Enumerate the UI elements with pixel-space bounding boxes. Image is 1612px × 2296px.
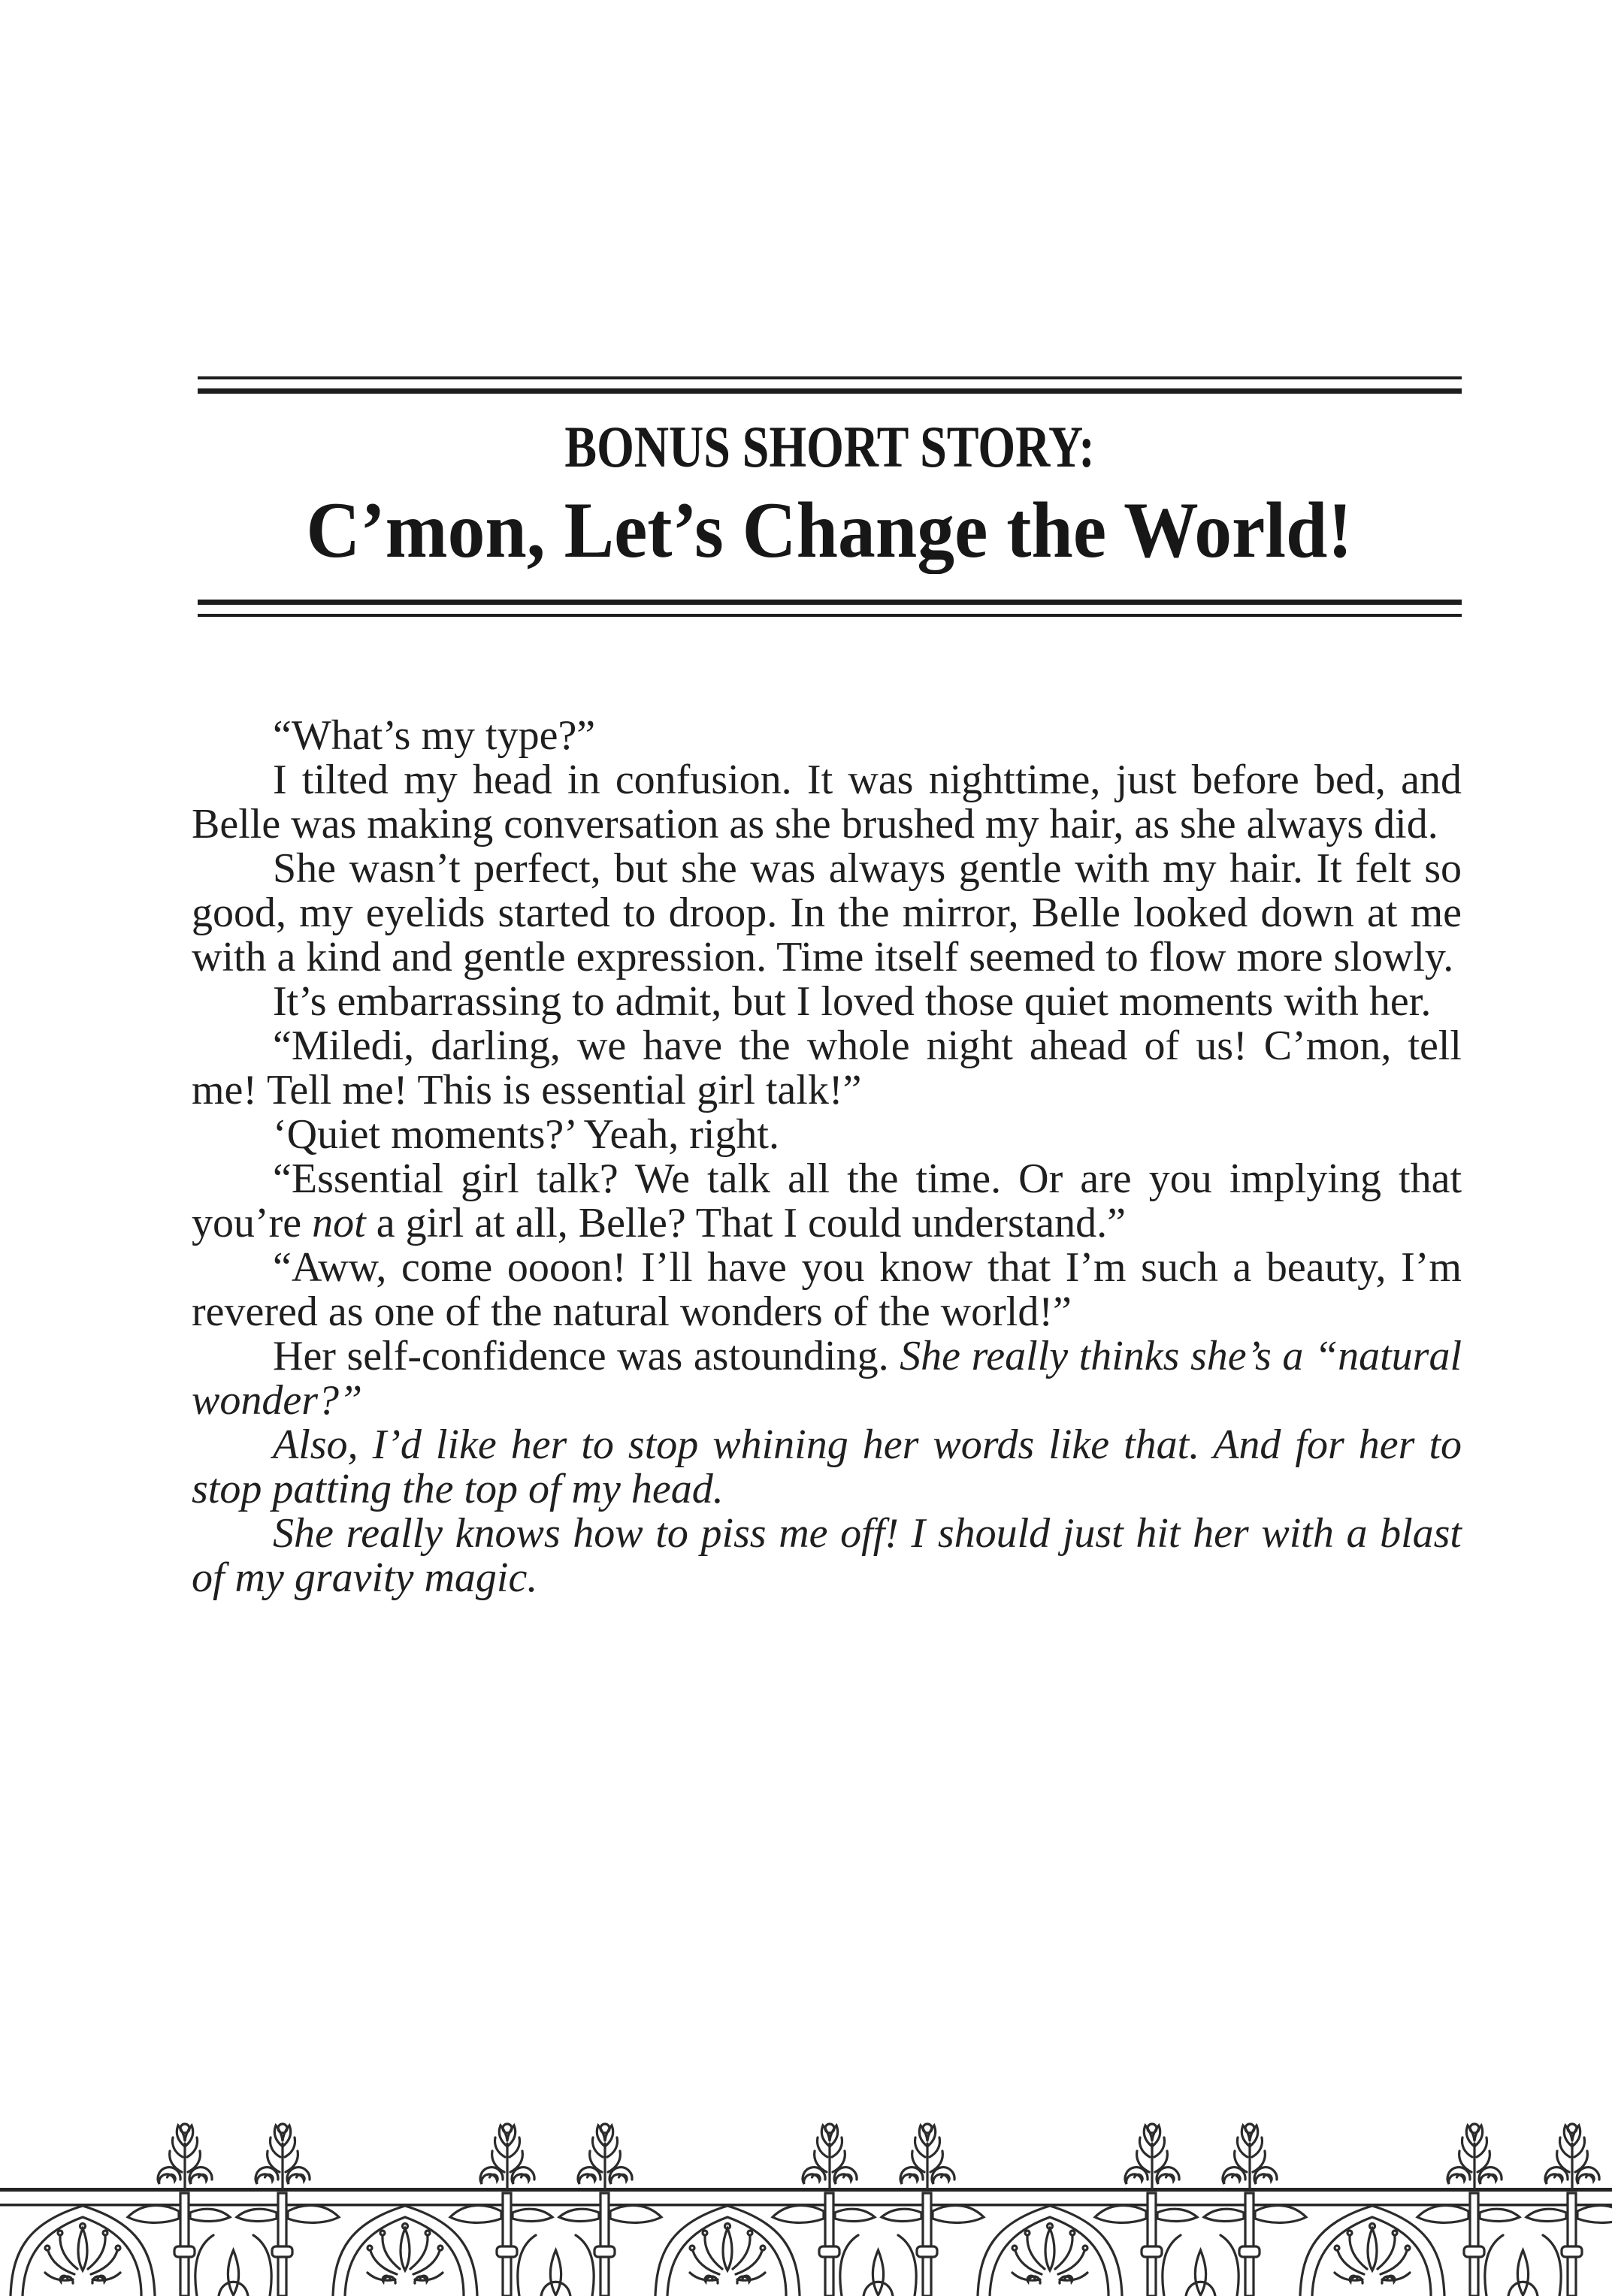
story-paragraph (192, 980, 1462, 1024)
story-paragraph (192, 1157, 1462, 1246)
text-segment: Her self-confidence was astounding. (273, 1333, 900, 1379)
italic-text-segment: not (312, 1200, 366, 1246)
italic-text-segment: She really knows how to piss me off! I should just hit her with a blast of my gravity magic. (192, 1510, 1462, 1601)
story-paragraph (192, 1512, 1462, 1600)
ornament-rail-upper (0, 2188, 1612, 2192)
story-title: C’mon, Let’s Change the World! (306, 486, 1353, 574)
text-segment: She wasn’t perfect, but she was always gentle with my hair. It felt so good, my eyelids started to droop. In the mirror, Belle looked down at me with a kind and gentle expression. Time itself seemed to flow more slowly. (192, 845, 1462, 980)
story-kicker: BONUS SHORT STORY: (564, 414, 1095, 479)
story-paragraph (192, 758, 1462, 847)
header-rule-top-thick (198, 388, 1462, 394)
text-segment: “What’s my type?” (273, 712, 596, 759)
story-paragraph (192, 1334, 1462, 1423)
kicker-row (198, 414, 1462, 479)
title-row (198, 486, 1462, 574)
italic-text-segment: Also, I’d like her to stop whining her words like that. And for her to stop patting the top of my head. (192, 1421, 1462, 1512)
header-rule-bottom-thin (198, 614, 1462, 617)
text-segment: It’s embarrassing to admit, but I loved those quiet moments with her. (273, 978, 1432, 1025)
header-rule-top-thin (198, 376, 1462, 379)
story-paragraph (192, 1423, 1462, 1512)
story-paragraph (192, 714, 1462, 758)
text-segment: I tilted my head in confusion. It was nighttime, just before bed, and Belle was making conversation as she brushed my hair, as she always did. (192, 757, 1462, 847)
text-segment: a girl at all, Belle? That I could understand.” (365, 1200, 1126, 1246)
text-segment: “Essential girl talk? We talk all the time. Or are you implying that you’re (192, 1156, 1462, 1246)
ironwork-border-ornament (0, 2121, 1612, 2296)
italic-text-segment: She really thinks she’s a “natural wonder?” (192, 1333, 1462, 1424)
story-paragraph (192, 1024, 1462, 1113)
text-segment: ‘Quiet moments?’ Yeah, right. (273, 1111, 779, 1158)
story-paragraph (192, 1246, 1462, 1334)
header-rule-bottom-thick (198, 600, 1462, 605)
text-segment: “Miledi, darling, we have the whole night ahead of us! C’mon, tell me! Tell me! This is essential girl talk!” (192, 1023, 1462, 1113)
story-paragraph (192, 1113, 1462, 1157)
story-body (192, 714, 1462, 1600)
story-paragraph (192, 847, 1462, 980)
text-segment: “Aww, come oooon! I’ll have you know that I’m such a beauty, I’m revered as one of the natural wonders of the world!” (192, 1244, 1462, 1335)
